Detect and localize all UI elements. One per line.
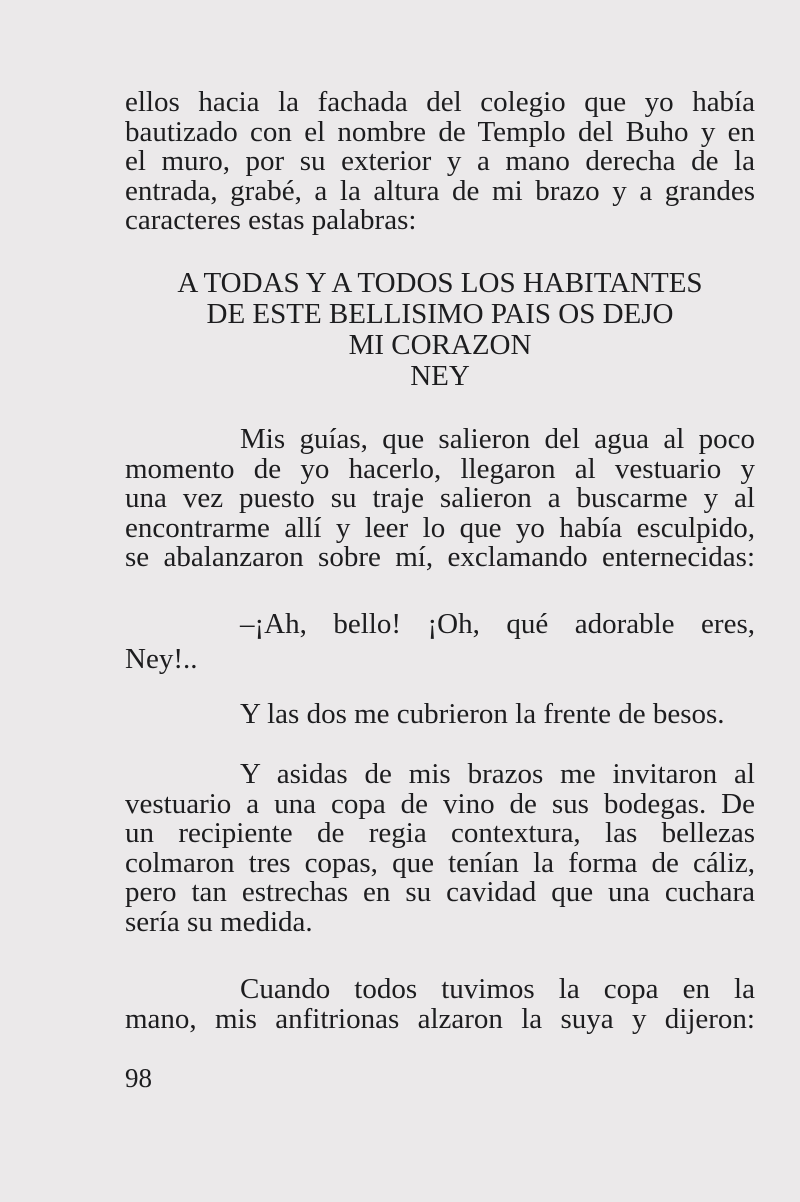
text-line: bautizado con el nombre de Templo del Buho y en [125, 115, 755, 148]
text-line: colmaron tres copas, que tenían la forma de cáliz, [125, 846, 755, 879]
text-line: encontrarme allí y leer lo que yo había esculpido, [125, 511, 755, 544]
text-line: Y asidas de mis brazos me invitaron al [240, 758, 755, 790]
paragraph-3 [125, 610, 755, 674]
inscription-signature: NEY [410, 360, 470, 392]
text-line: una vez puesto su traje salieron a buscarme y al [125, 482, 755, 514]
text-line: caracteres estas palabras: [125, 204, 417, 236]
text-line: el muro, por su exterior y a mano derecha de la [125, 145, 755, 177]
inscription-block [125, 268, 755, 392]
text-line: entrada, grabé, a la altura de mi brazo y a grandes [125, 174, 755, 207]
inscription-line: MI CORAZON [348, 329, 532, 361]
text-line: se abalanzaron sobre mí, exclamando enternecidas: [125, 541, 755, 573]
text-line: un recipiente de regia contextura, las bellezas [125, 817, 755, 849]
text-line: Y las dos me cubrieron la frente de besos. [240, 698, 725, 730]
inscription-line: DE ESTE BELLISIMO PAIS OS DEJO [206, 298, 674, 330]
text-line: Mis guías, que salieron del agua al poco [240, 423, 755, 455]
paragraph-4 [125, 700, 755, 730]
paragraph-5 [125, 760, 755, 937]
text-line: sería su medida. [125, 905, 313, 938]
text-line: mano, mis anfitrionas alzaron la suya y dijeron: [125, 1002, 755, 1035]
text-line: Cuando todos tuvimos la copa en la [240, 973, 755, 1005]
text-line: pero tan estrechas en su cavidad que una cuchara [125, 876, 755, 908]
paragraph-2 [125, 425, 755, 573]
paragraph-6 [125, 975, 755, 1034]
text-line: vestuario a una copa de vino de sus bodegas. De [125, 787, 755, 820]
paragraph-1 [125, 88, 755, 236]
page-number: 98 [125, 1063, 152, 1093]
inscription-line: A TODAS Y A TODOS LOS HABITANTES [177, 267, 703, 299]
text-line: momento de yo hacerlo, llegaron al vestuario y [125, 452, 755, 485]
text-line: ellos hacia la fachada del colegio que yo había [125, 86, 755, 118]
text-line: Ney!.. [125, 642, 198, 675]
text-line: –¡Ah, bello! ¡Oh, qué adorable eres, [240, 608, 755, 640]
